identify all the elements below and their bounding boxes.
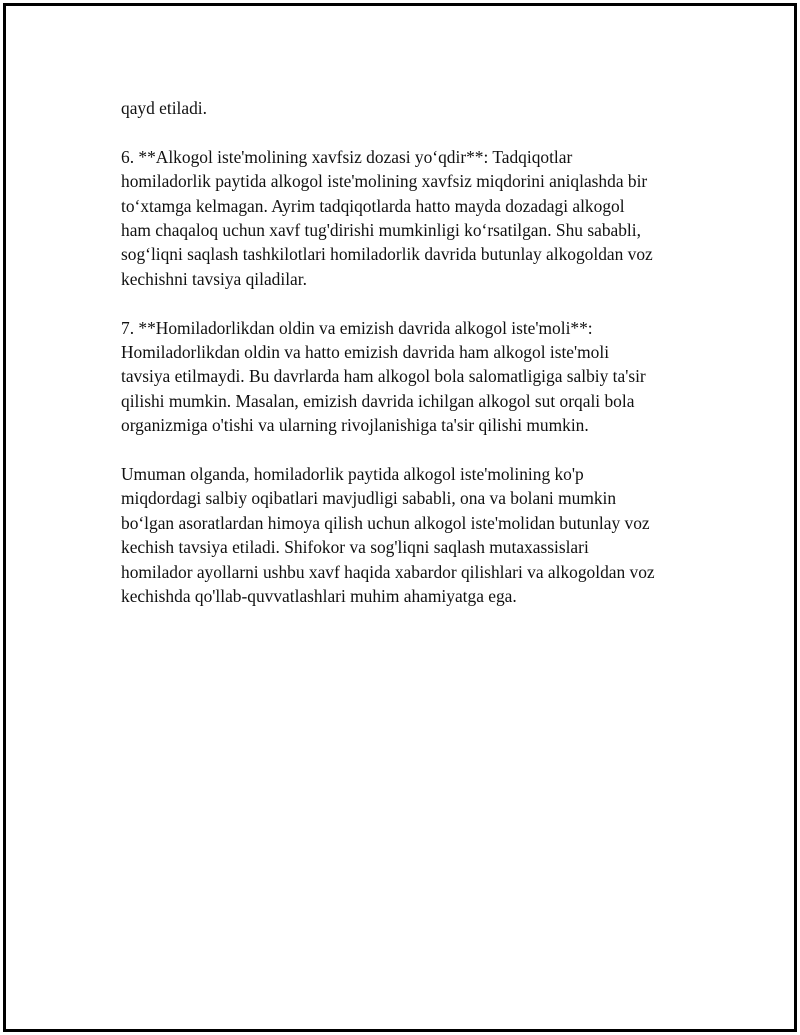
text-line: sog‘liqni saqlash tashkilotlari homiladorlik davrida butunlay alkogoldan voz	[121, 244, 653, 265]
text-line: kechishni tavsiya qiladilar.	[121, 268, 307, 289]
text-line: homiladorlik paytida alkogol iste'molining xavfsiz miqdorini aniqlashda bir	[121, 171, 648, 192]
text-line: miqdordagi salbiy oqibatlari mavjudligi sababli, ona va bolani mumkin	[121, 488, 617, 509]
document-body	[121, 96, 701, 633]
text-line: qilishi mumkin. Masalan, emizish davrida ichilgan alkogol sut orqali bola	[121, 390, 635, 411]
text-line: bo‘lgan asoratlardan himoya qilish uchun alkogol iste'molidan butunlay voz	[121, 512, 650, 533]
text-line: kechishda qo'llab-quvvatlashlari muhim ahamiyatga ega.	[121, 586, 517, 607]
text-line: 7. **Homiladorlikdan oldin va emizish davrida alkogol iste'moli**:	[121, 317, 593, 338]
text-line: organizmiga o'tishi va ularning rivojlanishiga ta'sir qilishi mumkin.	[121, 415, 589, 436]
text-line: Umuman olganda, homiladorlik paytida alkogol iste'molining ko'p	[121, 464, 584, 485]
paragraph-item-7	[121, 316, 701, 438]
text-line: to‘xtamga kelmagan. Ayrim tadqiqotlarda hatto mayda dozadagi alkogol	[121, 195, 625, 216]
text-line: kechish tavsiya etiladi. Shifokor va sog'liqni saqlash mutaxassislari	[121, 537, 589, 558]
text-line: ham chaqaloq uchun xavf tug'dirishi mumkinligi ko‘rsatilgan. Shu sababli,	[121, 220, 641, 241]
text-line: Homiladorlikdan oldin va hatto emizish davrida ham alkogol iste'moli	[121, 342, 610, 363]
paragraph-conclusion	[121, 462, 701, 608]
paragraph-item-6	[121, 145, 701, 291]
paragraph-continuation	[121, 96, 701, 120]
text-line: tavsiya etilmaydi. Bu davrlarda ham alkogol bola salomatligiga salbiy ta'sir	[121, 366, 646, 387]
text-line: qayd etiladi.	[121, 98, 207, 118]
document-page	[3, 3, 797, 1032]
text-line: homilador ayollarni ushbu xavf haqida xabardor qilishlari va alkogoldan voz	[121, 561, 655, 582]
text-line: 6. **Alkogol iste'molining xavfsiz dozasi yo‘qdir**: Tadqiqotlar	[121, 146, 573, 167]
